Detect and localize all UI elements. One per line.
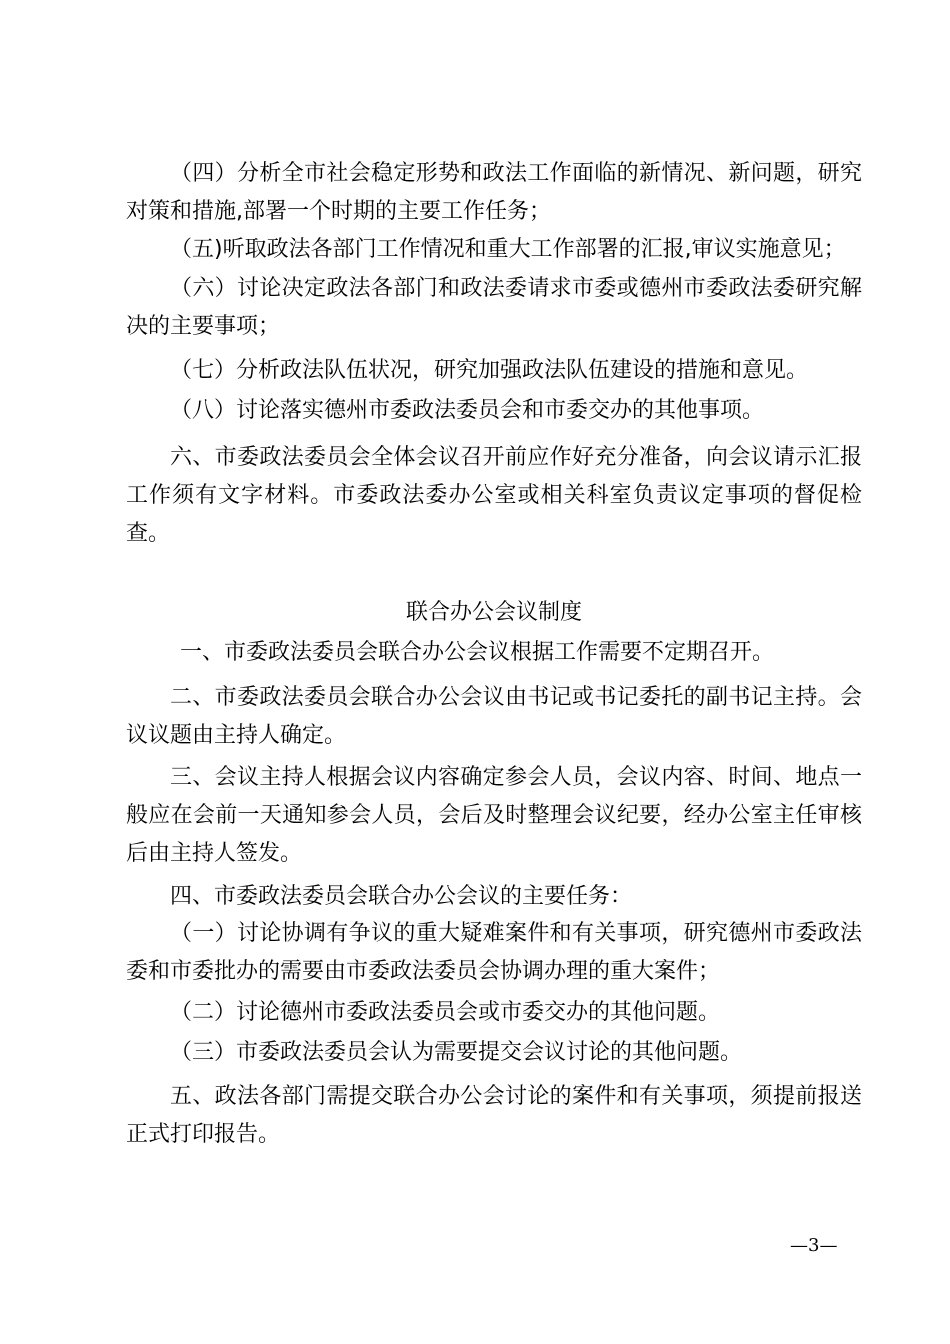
page-number: —3— xyxy=(790,1235,838,1256)
paragraph-item-6: （六）讨论决定政法各部门和政法委请求市委或德州市委政法委研究解决的主要事项； xyxy=(126,276,862,339)
paragraph-rule-1: 一、市委政法委员会联合办公会议根据工作需要不定期召开。 xyxy=(180,640,775,665)
paragraph-task-3: （三）市委政法委员会认为需要提交会议讨论的其他问题。 xyxy=(170,1040,743,1065)
paragraph-item-4: （四）分析全市社会稳定形势和政法工作面临的新情况、新问题，研究对策和措施,部署一个时期的主要工作任务； xyxy=(126,161,862,224)
paragraph-section-6: 六、市委政法委员会全体会议召开前应作好充分准备，向会议请示汇报工作须有文字材料。市委政法委办公室或相关科室负责议定事项的督促检查。 xyxy=(126,445,862,546)
paragraph-rule-4: 四、市委政法委员会联合办公会议的主要任务： xyxy=(170,884,633,909)
paragraph-task-2: （二）讨论德州市委政法委员会或市委交办的其他问题。 xyxy=(170,1000,721,1025)
paragraph-rule-3: 三、会议主持人根据会议内容确定参会人员，会议内容、时间、地点一般应在会前一天通知参会人员，会后及时整理会议纪要，经办公室主任审核后由主持人签发。 xyxy=(126,765,862,866)
paragraph-item-5: （五)听取政法各部门工作情况和重大工作部署的汇报,审议实施意见； xyxy=(170,237,846,262)
paragraph-rule-2: 二、市委政法委员会联合办公会议由书记或书记委托的副书记主持。会议议题由主持人确定。 xyxy=(126,685,862,748)
paragraph-item-7: （七）分析政法队伍状况，研究加强政法队伍建设的措施和意见。 xyxy=(170,358,809,383)
paragraph-item-8: （八）讨论落实德州市委政法委员会和市委交办的其他事项。 xyxy=(170,398,765,423)
paragraph-rule-5: 五、政法各部门需提交联合办公会讨论的案件和有关事项，须提前报送正式打印报告。 xyxy=(126,1084,862,1147)
section-title: 联合办公会议制度 xyxy=(405,600,582,625)
paragraph-task-1: （一）讨论协调有争议的重大疑难案件和有关事项，研究德州市委政法委和市委批办的需要由市委政法委员会协调办理的重大案件； xyxy=(126,921,862,984)
